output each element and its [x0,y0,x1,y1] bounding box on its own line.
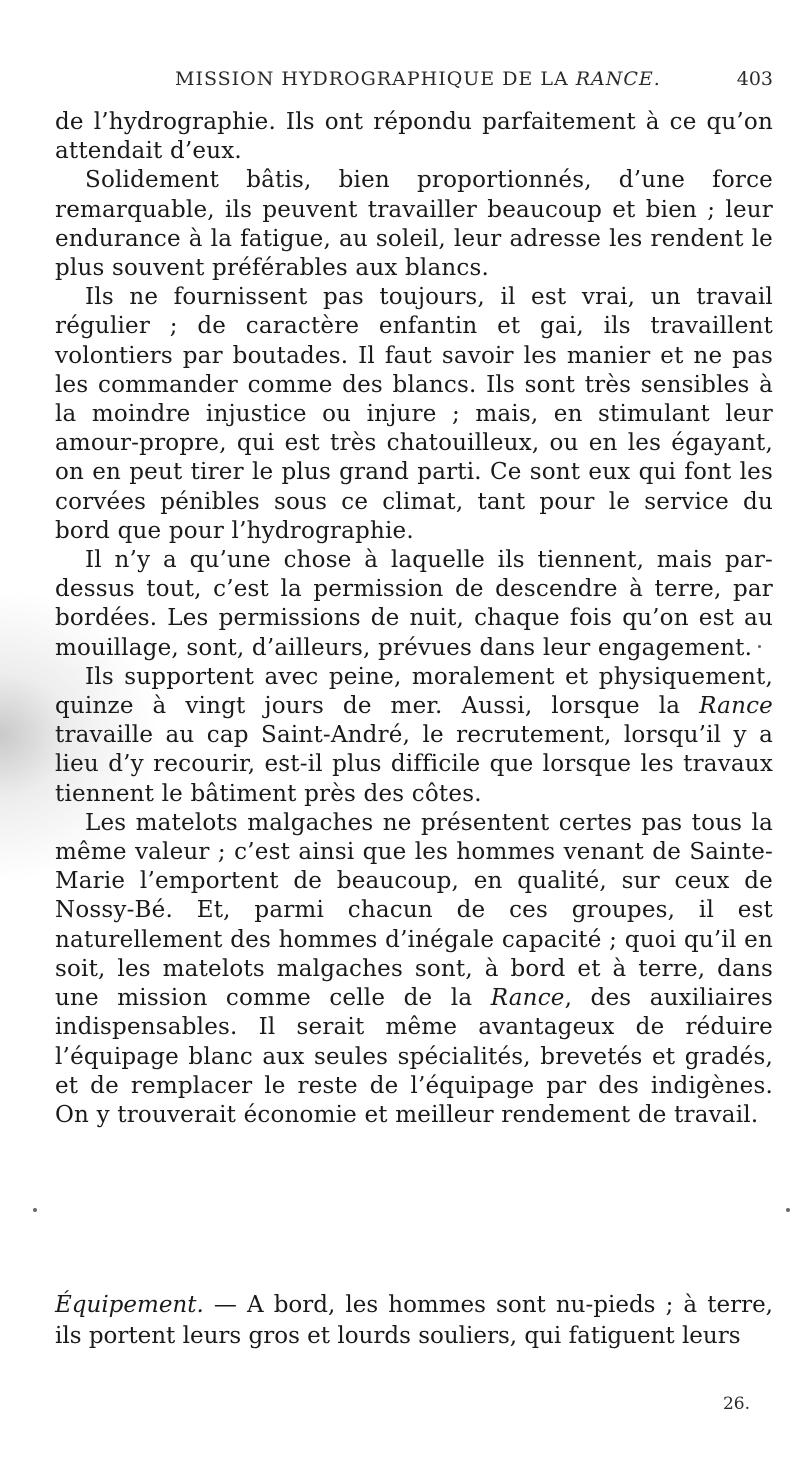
running-head [175,68,661,90]
running-head-text: MISSION HYDROGRAPHIQUE DE LA [175,68,576,90]
paragraph-1: de l’hydrographie. Ils ont répondu parfaitement à ce qu’on attendait d’eux. [55,109,773,165]
paragraph-2: Solidement bâtis, bien proportionnés, d’une force remarquable, ils peuvent travailler beaucoup et bien ; leur endurance à la fatigue, au soleil, leur adresse les rendent le plus souvent préférables aux blancs. [55,167,773,282]
ship-name: Rance [490,985,565,1012]
ink-speck [786,1208,790,1212]
section-text: — A bord, les hommes sont nu-pieds ; à terre, ils portent leurs gros et lourds souliers, qui fatiguent leurs [55,1292,773,1349]
paragraph-3: Ils ne fournissent pas toujours, il est vrai, un travail régulier ; de caractère enfantin et gai, ils travaillent volontiers par boutades. Il faut savoir les manier et ne pas les commander comme des blancs. Ils sont très sensibles à la moindre injustice ou injure ; mais, en stimulant leur amour-propre, qui est très chatouilleux, ou en les égayant, on en peut tirer le plus grand parti. Ce sont eux qui font les corvées pénibles sous ce climat, tant pour le service du bord que pour l’hydrographie. [55,284,773,544]
paragraph-5-text-a: Ils supportent avec peine, moralement et physiquement, quinze à vingt jours de mer. Aussi, lorsque la [55,663,773,720]
paragraph-6 [55,809,773,1130]
section-heading: Équipement. [55,1292,204,1318]
paragraph-5-text-b: travaille au cap Saint-André, le recrutement, lorsqu’il y a lieu d’y recourir, est-il plus difficile que lorsque les travaux tiennent le bâtiment près des côtes. [55,722,773,807]
ink-speck [33,1208,37,1212]
body-text [55,108,773,1130]
equipment-section [55,1290,773,1352]
page-number: 403 [736,68,773,90]
paragraph-6-text-b: , des auxiliaires indispensables. Il serait même avantageux de réduire l’équipage blanc aux seules spécialités, brevetés et gradés, et de remplacer le reste de l’équipage par des indigènes. On y trouverait économie et meilleur rendement de travail. [55,985,773,1128]
paragraph-6-text-a: Les matelots malgaches ne présentent certes pas tous la même valeur ; c’est ainsi que les hommes venant de Sainte-Marie l’emportent de beaucoup, en qualité, sur ceux de Nossy-Bé. Et, parmi chacun de ces groupes, il est naturellement des hommes d’inégale capacité ; quoi qu’il en soit, les matelots malgaches sont, à bord et à terre, dans une mission comme celle de la [55,809,773,1012]
ink-speck [758,645,761,648]
page-header [55,68,773,98]
paragraph-5 [55,663,773,809]
ship-name: Rance [699,693,773,720]
signature-mark: 26. [722,1394,750,1414]
running-head-ship-name: RANCE. [575,68,661,90]
paragraph-4: Il n’y a qu’une chose à laquelle ils tiennent, mais par-dessus tout, c’est la permission de descendre à terre, par bordées. Les permissions de nuit, chaque fois qu’on est au mouillage, sont, d’ailleurs, prévues dans leur engagement. [55,547,773,661]
